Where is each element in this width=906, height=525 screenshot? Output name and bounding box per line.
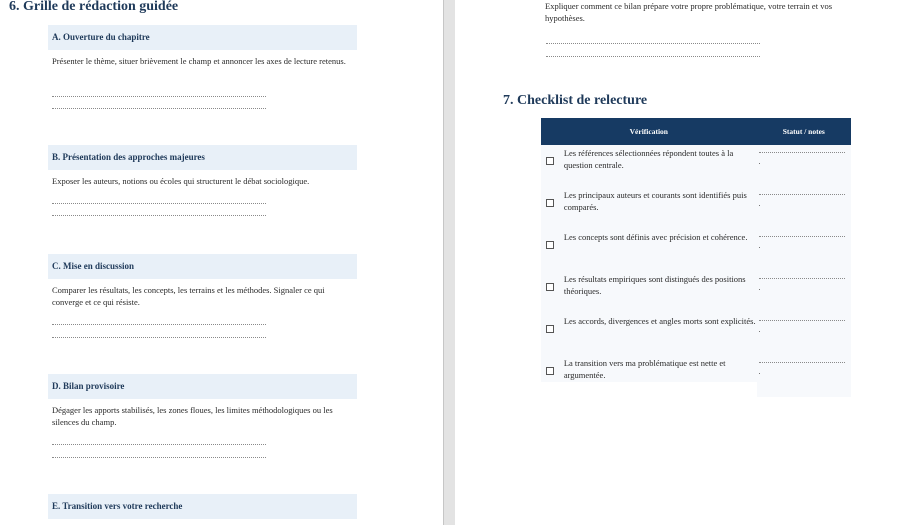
block-heading: A. Ouverture du chapitre: [48, 25, 357, 50]
writing-line: [52, 96, 266, 97]
column-header-verification: Vérification: [541, 118, 757, 145]
guide-block-e: [48, 494, 357, 519]
status-notes-cell[interactable]: [757, 229, 851, 271]
status-notes-cell[interactable]: [757, 271, 851, 313]
document-page-right: [455, 0, 906, 525]
checkbox[interactable]: [546, 367, 554, 375]
block-heading: C. Mise en discussion: [48, 254, 357, 279]
writing-line: [546, 43, 760, 44]
section-title-checklist: 7. Checklist de relecture: [503, 93, 648, 108]
writing-line: [546, 56, 760, 57]
block-heading: E. Transition vers votre recherche: [48, 494, 357, 519]
guide-block-b: [48, 145, 357, 187]
checkbox[interactable]: [546, 241, 554, 249]
guide-block-d: [48, 374, 357, 428]
table-row: [541, 229, 851, 271]
continued-text: Expliquer comment ce bilan prépare votre propre problématique, votre terrain et vos hypothèses.: [545, 1, 832, 23]
block-description: Exposer les auteurs, notions ou écoles qui structurent le débat sociologique.: [52, 176, 310, 186]
guide-block-c: [48, 254, 357, 308]
writing-line: [52, 108, 266, 109]
check-item-text: La transition vers ma problématique est nette et argumentée.: [563, 358, 726, 380]
checkbox[interactable]: [546, 283, 554, 291]
check-item-text: Les résultats empiriques sont distingués des positions théoriques.: [563, 274, 746, 296]
block-description: Présenter le thème, situer brièvement le champ et annoncer les axes de lecture retenus.: [52, 56, 346, 66]
check-item-text: Les concepts sont définis avec précision et cohérence.: [563, 232, 748, 242]
writing-line: [52, 337, 266, 338]
checkbox[interactable]: [546, 325, 554, 333]
block-heading: B. Présentation des approches majeures: [48, 145, 357, 170]
writing-line: [52, 457, 266, 458]
column-header-status: Statut / notes: [757, 118, 851, 145]
checklist-table: [541, 118, 851, 397]
writing-line: [52, 215, 266, 216]
checkbox[interactable]: [546, 199, 554, 207]
status-notes-cell[interactable]: [757, 355, 851, 397]
table-row: [541, 355, 851, 397]
writing-line: [52, 203, 266, 204]
checkbox[interactable]: [546, 157, 554, 165]
writing-line: [52, 444, 266, 445]
table-row: [541, 271, 851, 313]
table-row: [541, 187, 851, 229]
table-row: [541, 145, 851, 187]
check-item-text: Les accords, divergences et angles morts sont explicités.: [563, 316, 756, 326]
table-header-row: [541, 118, 851, 145]
section-title-grille: 6. Grille de rédaction guidée: [9, 0, 179, 14]
guide-block-a: [48, 25, 357, 67]
block-description: Dégager les apports stabilisés, les zones floues, les limites méthodologiques ou les silences du champ.: [52, 405, 333, 427]
check-item-text: Les références sélectionnées répondent toutes à la question centrale.: [563, 148, 734, 170]
status-notes-cell[interactable]: [757, 145, 851, 187]
block-heading: D. Bilan provisoire: [48, 374, 357, 399]
check-item-text: Les principaux auteurs et courants sont identifiés puis comparés.: [563, 190, 747, 212]
writing-line: [52, 324, 266, 325]
block-description: Comparer les résultats, les concepts, les terrains et les méthodes. Signaler ce qui converge et ce qui résiste.: [52, 285, 325, 307]
status-notes-cell[interactable]: [757, 313, 851, 355]
continued-paragraph: [545, 1, 855, 24]
table-row: [541, 313, 851, 355]
document-page-left: [0, 0, 444, 525]
status-notes-cell[interactable]: [757, 187, 851, 229]
